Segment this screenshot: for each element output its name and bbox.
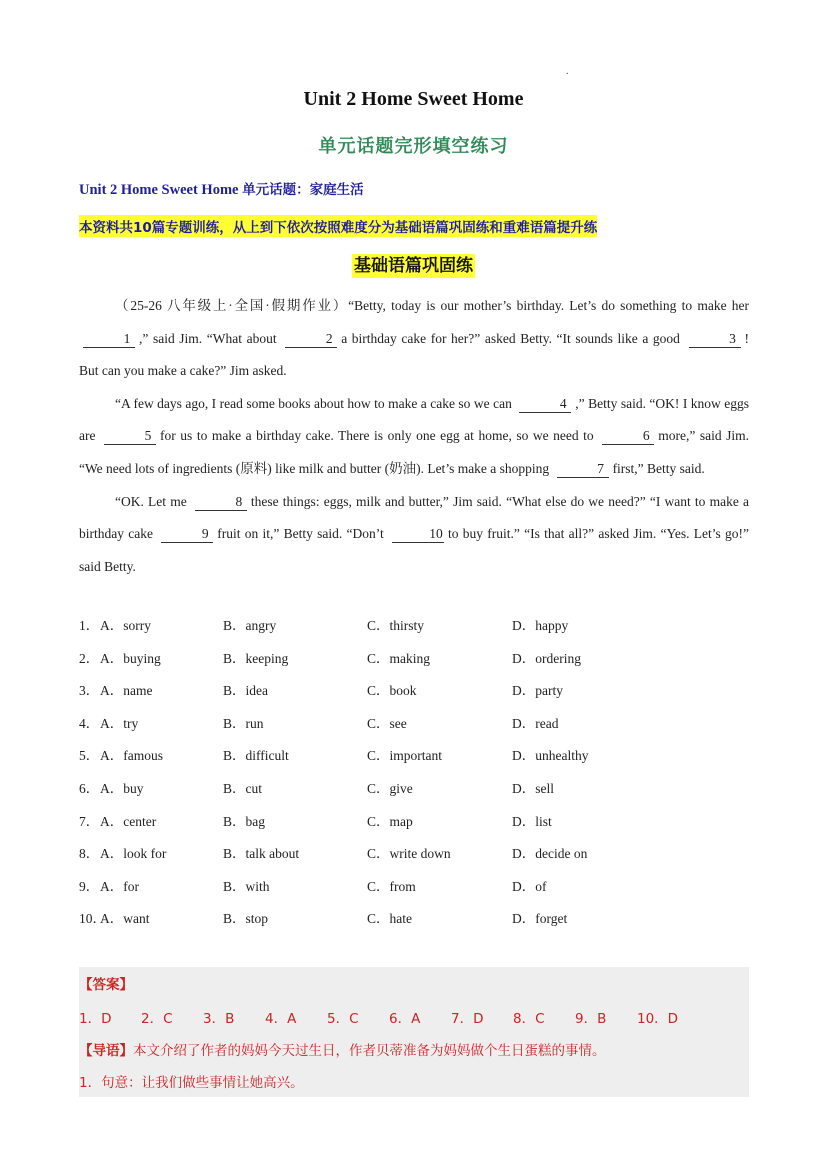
option-c: C．thirsty (367, 618, 425, 633)
topic-en: Unit 2 Home Sweet Home (79, 182, 239, 198)
answer-item: 4．A (265, 1011, 297, 1027)
option-c: C．hate (367, 911, 412, 927)
blank-9: 9 (161, 526, 213, 543)
blank-10: 10 (392, 526, 444, 543)
option-d: D．read (512, 715, 559, 731)
passage-paragraph-2: “A few days ago, I read some books about how to make a cake so we can 4 ,” Betty said. “OK! I know eggs are 5 for us to make a birthday cake. There is only one egg at home, so we need to 6 more,” said Jim. “We need lots of ingredients (原料) like milk and butter (奶油). Let’s make a shopping 7 first,” Betty said. (79, 395, 750, 476)
question-number: 2． (79, 650, 100, 666)
topic-cn: 单元话题：家庭生活 (242, 182, 364, 198)
guide-label: 【导语】 (79, 1043, 133, 1059)
question-number: 6． (79, 780, 100, 796)
option-d: D．sell (512, 780, 554, 796)
option-b: B．run (223, 715, 264, 731)
blank-6: 6 (602, 428, 654, 445)
option-a: A．look for (100, 846, 167, 862)
question-number: 9． (79, 878, 100, 894)
question-number: 7． (79, 813, 100, 829)
blank-7: 7 (557, 461, 609, 478)
option-b: B．bag (223, 813, 265, 829)
option-c: C．map (367, 813, 413, 829)
option-b: B．angry (223, 618, 277, 633)
blank-5: 5 (104, 428, 156, 445)
option-c: C．see (367, 715, 407, 731)
answer-item: 10．D (637, 1011, 679, 1027)
question-number: 10． (79, 911, 106, 927)
page-subtitle: 单元话题完形填空练习 (318, 136, 509, 157)
blank-4: 4 (519, 396, 571, 413)
option-b: B．talk about (223, 846, 300, 862)
answer-key-label: 【答案】 (79, 977, 133, 993)
option-d: D．unhealthy (512, 748, 589, 764)
option-c: C．making (367, 650, 430, 666)
option-d: D．decide on (512, 846, 588, 862)
blank-8: 8 (195, 494, 247, 511)
blank-3: 3 (689, 331, 741, 348)
option-d: D．happy (512, 618, 569, 633)
question-number: 1． (79, 618, 100, 633)
option-b: B．with (223, 878, 270, 894)
question-number: 4． (79, 715, 100, 731)
cloze-passage (79, 290, 749, 583)
option-c: C．write down (367, 846, 451, 862)
option-a: A．buy (100, 780, 144, 796)
answer-item: 2．C (141, 1011, 173, 1027)
passage-paragraph-3: “OK. Let me 8 these things: eggs, milk and butter,” Jim said. “What else do we need?” “I want to make a birthday cake 9 fruit on it,” Betty said. “Don’t 10 to buy fruit.” “Is that all?” asked Jim. “Yes. Let’s go!” said Betty. (79, 493, 750, 574)
option-a: A．try (100, 715, 139, 731)
guide-text: 本文介绍了作者的妈妈今天过生日，作者贝蒂准备为妈妈做个生日蛋糕的事情。 (133, 1043, 606, 1059)
answer-list (79, 1007, 699, 1027)
option-d: D．party (512, 683, 563, 699)
question-number: 8． (79, 846, 100, 862)
option-a: A．buying (100, 650, 161, 666)
option-d: D．of (512, 878, 547, 894)
blank-2: 2 (285, 331, 337, 348)
option-b: B．difficult (223, 748, 289, 764)
option-c: C．book (367, 683, 417, 699)
answer-item: 1．D (79, 1011, 112, 1027)
option-a: A．name (100, 683, 153, 699)
answer-item: 6．A (389, 1011, 421, 1027)
answer-item: 9．B (575, 1011, 607, 1027)
intro-highlight: 本资料共10篇专题训练，从上到下依次按照难度分为基础语篇巩固练和重难语篇提升练 (79, 215, 597, 237)
answer-item: 8．C (513, 1011, 545, 1027)
answer-box (79, 967, 749, 1097)
answer-guide (79, 1039, 606, 1059)
option-b: B．stop (223, 911, 269, 927)
option-c: C．important (367, 748, 442, 764)
question-number: 5． (79, 748, 100, 764)
option-d: D．forget (512, 911, 568, 927)
option-b: B．cut (223, 780, 262, 796)
option-a: A．famous (100, 748, 163, 764)
option-d: D．ordering (512, 650, 581, 666)
question-number: 3． (79, 683, 100, 699)
option-d: D．list (512, 813, 552, 829)
option-b: B．idea (223, 683, 268, 699)
answer-item: 7．D (451, 1011, 484, 1027)
option-a: A．sorry (100, 618, 151, 633)
option-b: B．keeping (223, 650, 289, 666)
answer-item: 3．B (203, 1011, 235, 1027)
answer-sentence-1: 1．句意：让我们做些事情让她高兴。 (79, 1075, 304, 1091)
page-title: Unit 2 Home Sweet Home (303, 88, 524, 110)
option-a: A．center (100, 813, 157, 829)
blank-1: 1 (83, 331, 135, 348)
passage-source: （25-26 八年级上·全国·假期作业） (115, 298, 349, 313)
header-mark: . (566, 66, 569, 77)
section-heading (0, 251, 827, 276)
section-title: 基础语篇巩固练 (354, 256, 473, 276)
answer-item: 5．C (327, 1011, 359, 1027)
passage-paragraph-1: （25-26 八年级上·全国·假期作业）“Betty, today is our mother’s birthday. Let’s do something to make her 1 ,” said Jim. “What about 2 a birthday cake for her?” asked Betty. “It sounds like a good 3 ! But can you make a cake?” Jim asked. (79, 298, 750, 379)
option-a: A．for (100, 878, 139, 894)
option-c: C．give (367, 780, 413, 796)
unit-topic (79, 178, 364, 199)
option-a: A．want (100, 911, 150, 927)
option-c: C．from (367, 878, 416, 894)
